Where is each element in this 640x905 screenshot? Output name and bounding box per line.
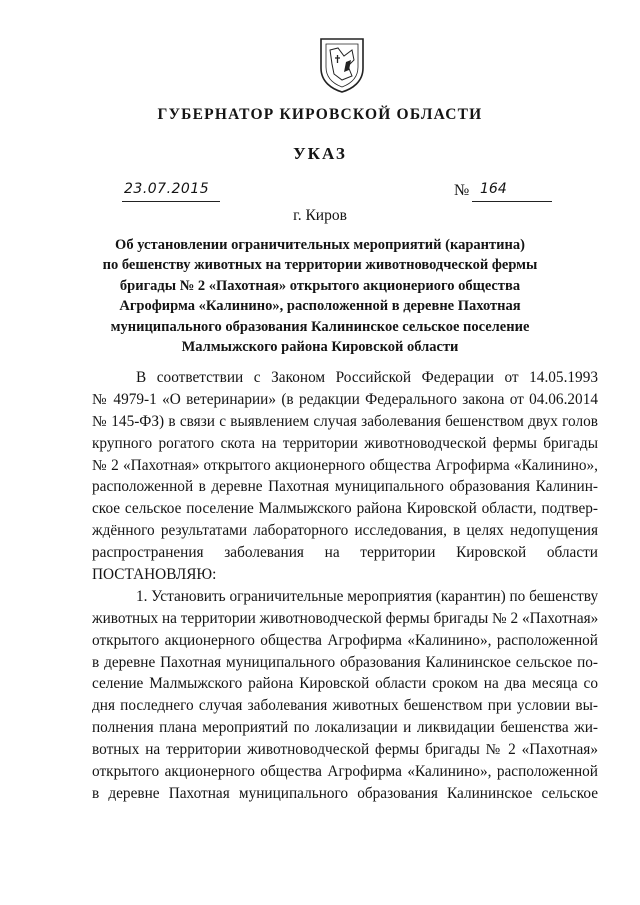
resolution-word: ПОСТАНОВЛЯЮ: xyxy=(92,566,217,584)
item-1-line: селение Малмыжского района Кировской области сроком на два месяца со xyxy=(92,675,598,693)
preamble-line: расположенной в деревне Пахотная муниципального образования Калинин- xyxy=(92,478,598,496)
item-1-line: открытого акционерного общества Агрофирма «Калинино», расположенной xyxy=(92,631,598,649)
item-1-line: животных на территории животноводческой фермы бригады № 2 «Пахотная» xyxy=(92,609,598,627)
item-1-line: в деревне Пахотная муниципального образования Калининское сельское xyxy=(92,784,598,802)
date-field xyxy=(122,181,220,202)
preamble-line: распространения заболевания на территории Кировской области xyxy=(92,544,598,562)
city-line: г. Киров xyxy=(293,207,347,224)
handwritten-date: 23.07.2015 xyxy=(124,181,210,197)
preamble-line: № 2 «Пахотная» открытого акционерного общества Агрофирма «Калинино», xyxy=(92,456,598,474)
subject-line: муниципального образования Калининское сельское поселение xyxy=(110,318,530,335)
subject-line: бригады № 2 «Пахотная» открытого акционериого общества xyxy=(119,277,521,294)
preamble-line: ское сельское поселение Малмыжского района Кировской области, подтвер- xyxy=(92,500,598,518)
number-field xyxy=(472,181,552,202)
item-1-line: открытого акционерного общества Агрофирма «Калинино», расположенной xyxy=(92,763,598,781)
decree-body xyxy=(92,367,598,805)
preamble-line: крупного рогатого скота на территории животноводческой фермы бригады xyxy=(92,434,598,452)
item-1-line: дня последнего случая заболевания животных бешенством при условии вы- xyxy=(92,697,598,715)
document-type-title: УКАЗ xyxy=(293,144,347,163)
subject-line: Агрофирма «Калинино», расположенной в деревне Пахотная xyxy=(119,298,521,315)
handwritten-number: 164 xyxy=(480,181,507,197)
subject-line: Малмыжского района Кировской области xyxy=(181,339,459,356)
preamble-line: ждённого результатами лабораторного исследования, в целях недопущения xyxy=(92,522,598,540)
subject-line: Об установлении ограничительных мероприятий (карантина) xyxy=(115,237,525,253)
item-1-line: 1. Установить ограничительные мероприятия (карантин) по бешенству xyxy=(136,587,598,605)
item-1-line: вотных на территории животноводческой фермы бригады № 2 «Пахотная» xyxy=(92,741,598,759)
preamble-line: № 4979-1 «О ветеринарии» (в редакции Федерального закона от 04.06.2014 xyxy=(92,390,598,408)
number-label: № xyxy=(454,182,470,199)
organization-title: ГУБЕРНАТОР КИРОВСКОЙ ОБЛАСТИ xyxy=(157,106,483,123)
coat-of-arms-icon xyxy=(318,36,366,94)
item-1-line: полнения плана мероприятий по локализации и ликвидации бешенства жи- xyxy=(92,719,598,737)
preamble-line: В соответствии с Законом Российской Федерации от 14.05.1993 xyxy=(136,369,598,386)
preamble-line: № 145-ФЗ) в связи с выявлением случая заболевания бешенством двух голов xyxy=(92,412,598,430)
item-1-line: в деревне Пахотная муниципального образования Калининское сельское по- xyxy=(92,653,598,671)
decree-subject xyxy=(92,235,548,357)
subject-line: по бешенству животных на территории животноводческой фермы xyxy=(102,257,538,274)
